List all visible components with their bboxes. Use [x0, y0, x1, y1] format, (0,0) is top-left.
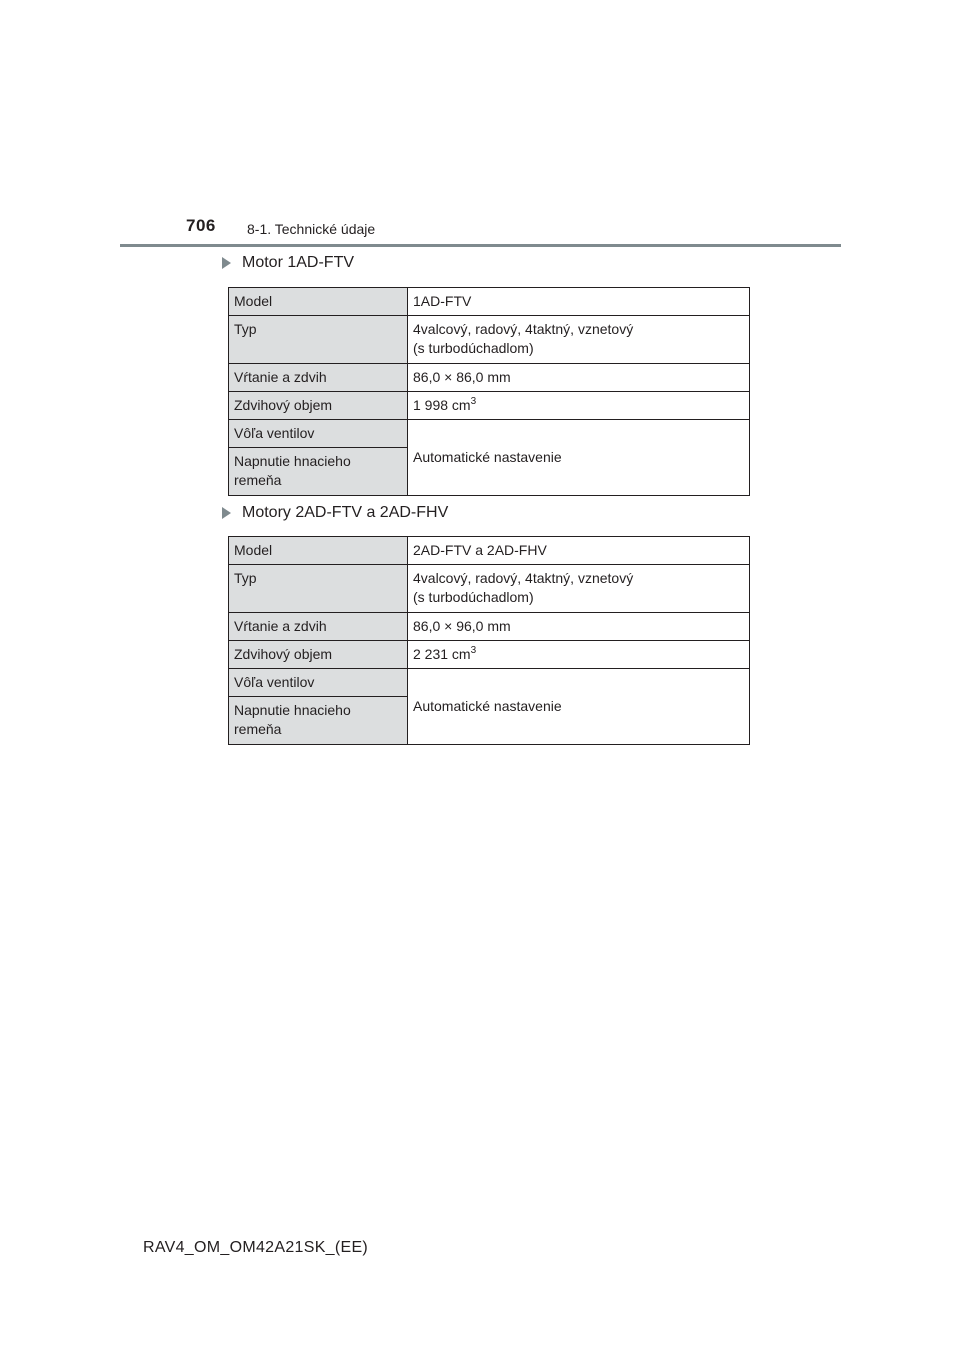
footer-document-code: RAV4_OM_OM42A21SK_(EE) — [143, 1239, 369, 1256]
table-row — [229, 420, 750, 448]
merged-value: Automatické nastavenie — [408, 420, 750, 496]
triangle-bullet-icon — [222, 507, 231, 519]
row-value: 4valcový, radový, 4taktný, vznetový (s turbodúchadlom) — [408, 565, 750, 613]
table-row — [229, 316, 750, 364]
table-row — [229, 392, 750, 420]
row-label: Zdvihový objem — [229, 641, 408, 669]
spec-table-2ad — [228, 536, 750, 745]
row-value — [408, 392, 750, 420]
spec-table-1ad-ftv — [228, 287, 750, 496]
table-row — [229, 364, 750, 392]
row-value — [408, 641, 750, 669]
heading-2ad-ftv-2ad-fhv — [222, 504, 448, 522]
merged-value: Automatické nastavenie — [408, 669, 750, 745]
row-value: 86,0 × 86,0 mm — [408, 364, 750, 392]
row-label: Typ — [229, 565, 408, 613]
table-row — [229, 669, 750, 697]
row-value: 1AD-FTV — [408, 288, 750, 316]
row-label: Napnutie hnacieho remeňa — [229, 448, 408, 496]
row-label: Model — [229, 288, 408, 316]
value-text: 2 231 cm — [413, 646, 471, 662]
row-value: 86,0 × 96,0 mm — [408, 613, 750, 641]
row-label: Zdvihový objem — [229, 392, 408, 420]
row-label: Vôľa ventilov — [229, 420, 408, 448]
table-row — [229, 565, 750, 613]
heading-1ad-ftv — [222, 254, 354, 272]
value-text: 1 998 cm — [413, 397, 471, 413]
table-row — [229, 613, 750, 641]
row-label: Vôľa ventilov — [229, 669, 408, 697]
row-value: 4valcový, radový, 4taktný, vznetový (s turbodúchadlom) — [408, 316, 750, 364]
heading-text: Motor 1AD-FTV — [242, 254, 355, 271]
section-title: 8-1. Technické údaje — [247, 221, 376, 237]
row-value: 2AD-FTV a 2AD-FHV — [408, 537, 750, 565]
row-label: Model — [229, 537, 408, 565]
row-label: Vŕtanie a zdvih — [229, 613, 408, 641]
table-row — [229, 537, 750, 565]
page-number: 706 — [186, 216, 216, 235]
row-label: Napnutie hnacieho remeňa — [229, 697, 408, 745]
row-label: Vŕtanie a zdvih — [229, 364, 408, 392]
superscript: 3 — [470, 396, 477, 407]
table-row — [229, 288, 750, 316]
superscript: 3 — [470, 645, 477, 656]
row-label: Typ — [229, 316, 408, 364]
table-row — [229, 641, 750, 669]
header-rule — [120, 244, 841, 247]
heading-text: Motory 2AD-FTV a 2AD-FHV — [242, 504, 449, 521]
triangle-bullet-icon — [222, 257, 231, 269]
